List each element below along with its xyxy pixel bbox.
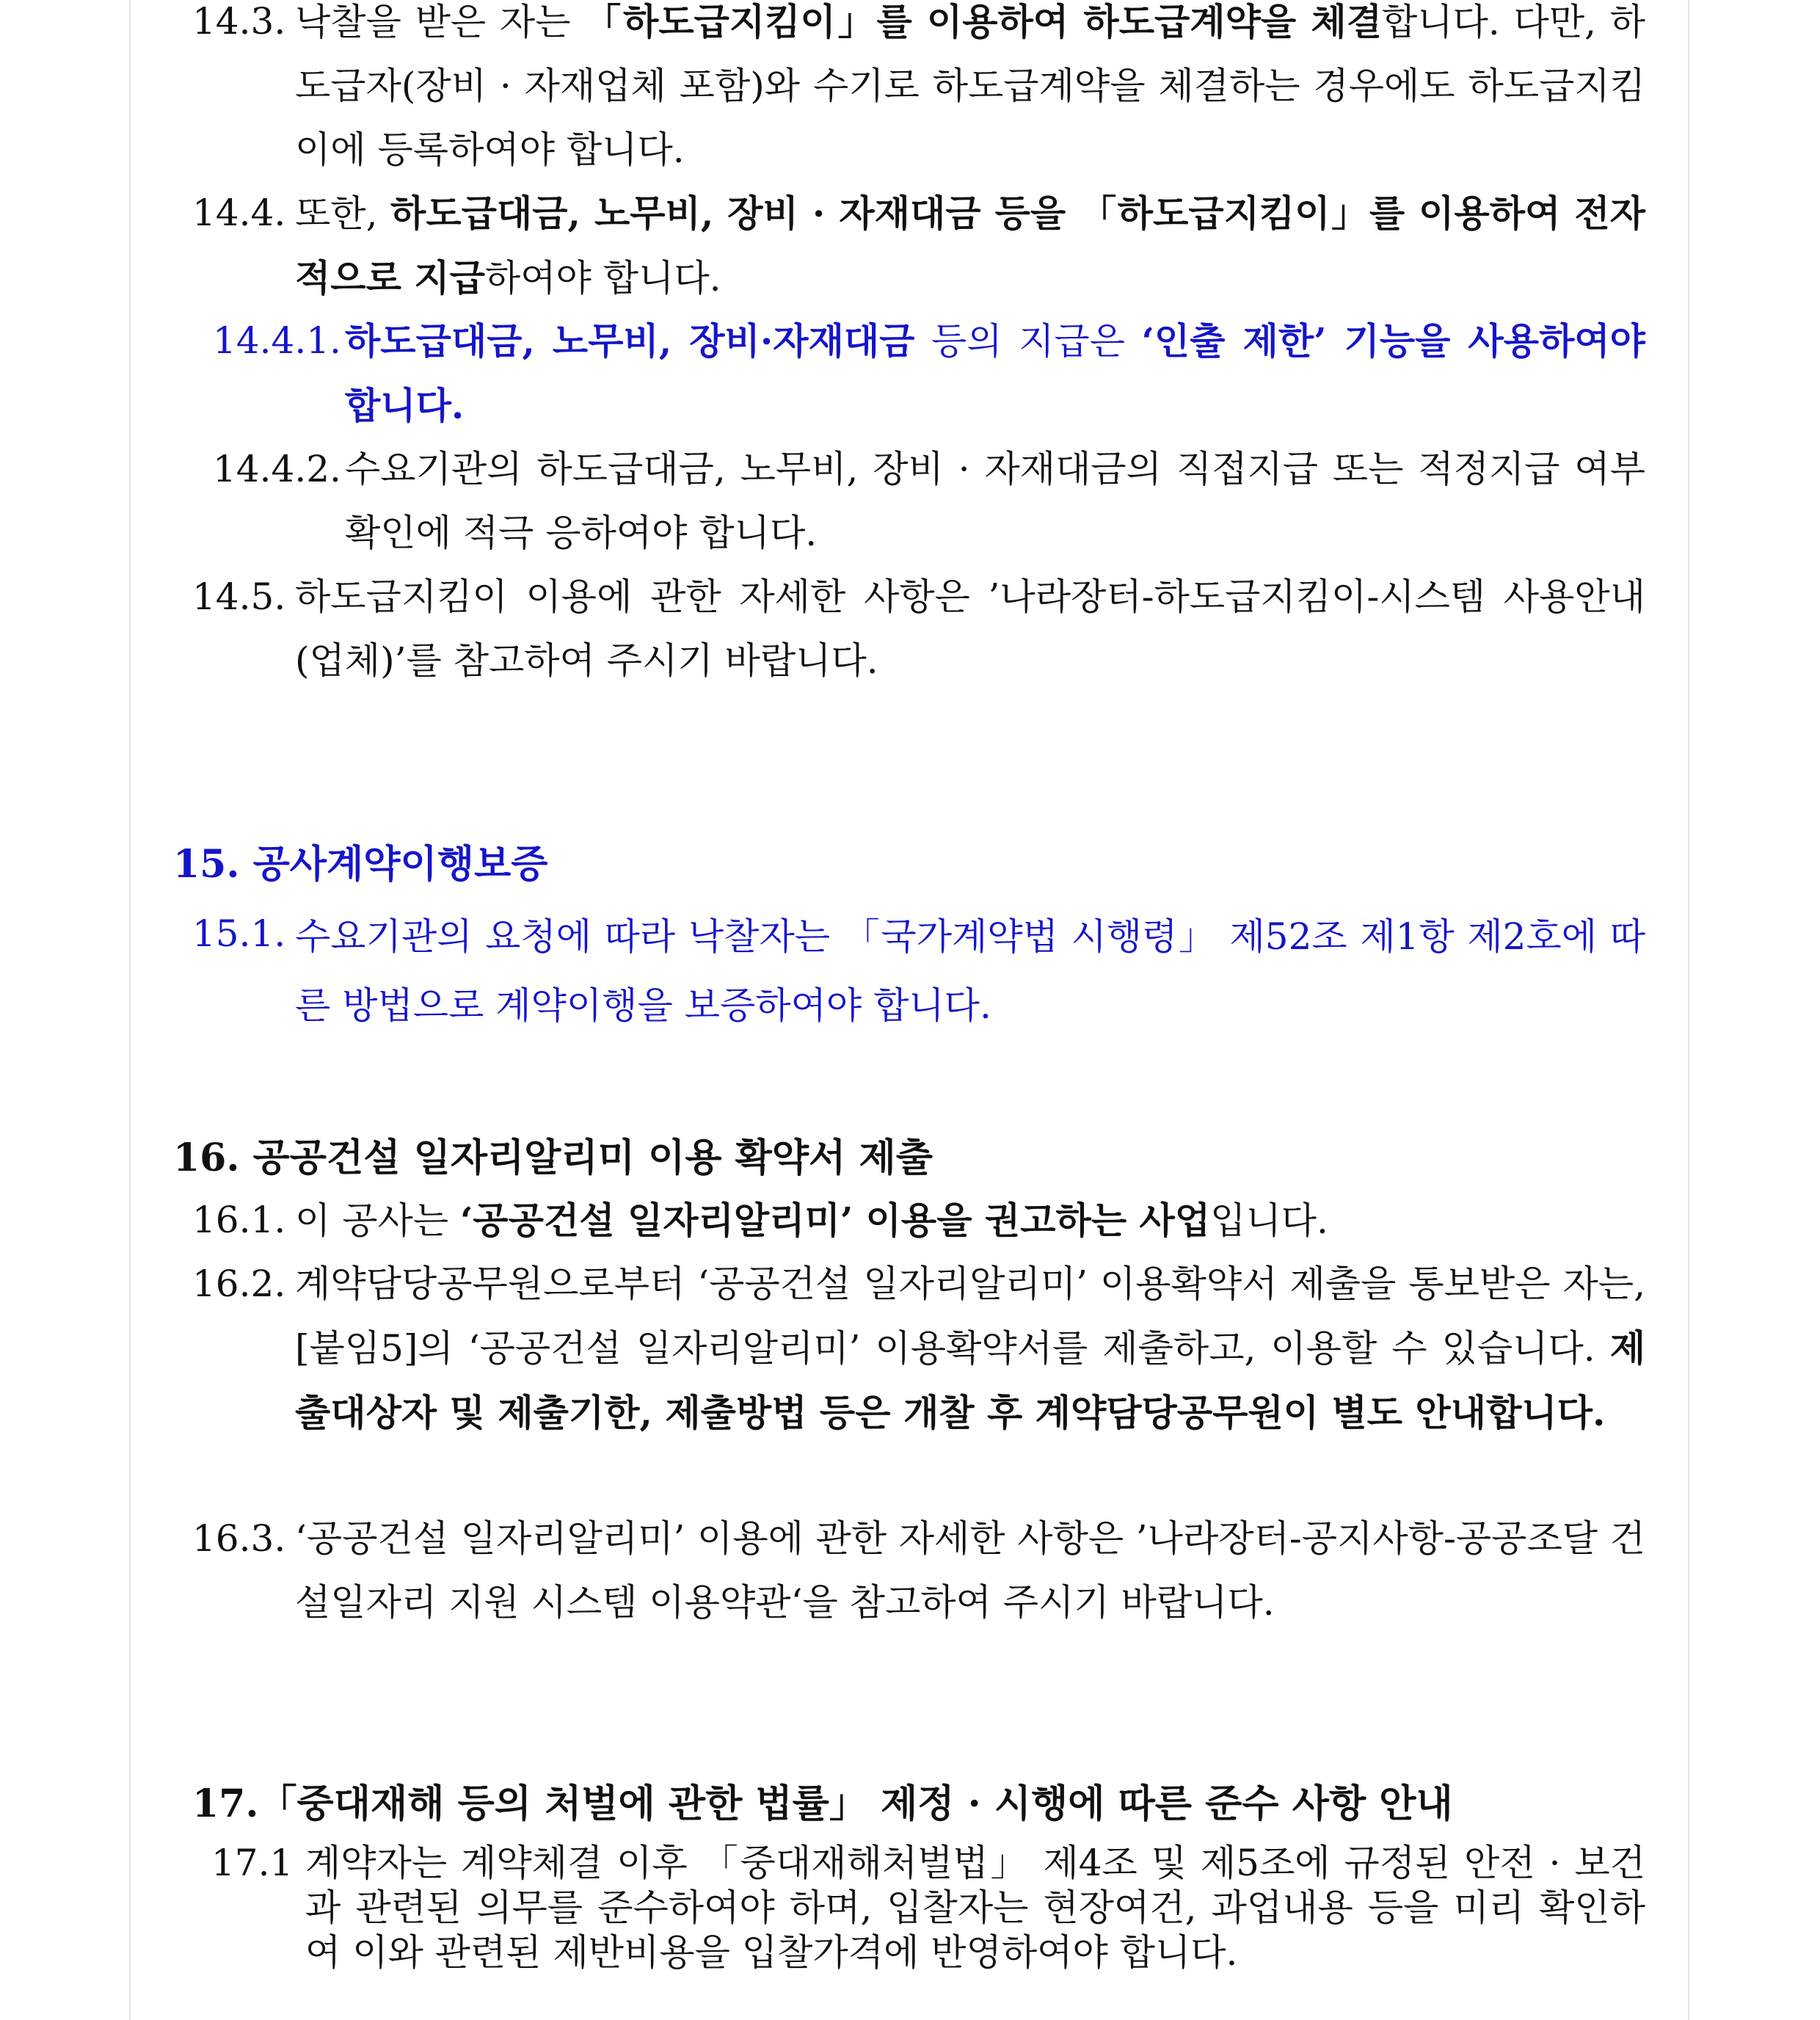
item-number: 17.1 bbox=[211, 1842, 294, 1884]
section-heading-17: 17.「중대재해 등의 처벌에 관한 법률」 제정 · 시행에 따른 준수 사항 안내 bbox=[192, 1781, 1453, 1826]
item-number: 14.3. bbox=[192, 0, 286, 43]
clause-14-5: 하도급지킴이 이용에 관한 자세한 사항은 ’나라장터-하도급지킴이-시스템 사용안내(업체)’를 참고하여 주시기 바랍니다. bbox=[295, 575, 1645, 682]
section-heading-15: 15. 공사계약이행보증 bbox=[173, 842, 548, 887]
clause-16-3: ‘공공건설 일자리알리미’ 이용에 관한 자세한 사항은 ’나라장터-공지사항-공공조달 건설일자리 지원 시스템 이용약관‘을 참고하여 주시기 바랍니다. bbox=[295, 1517, 1645, 1624]
clause-14-3: 낙찰을 받은 자는 「하도급지킴이」를 이용하여 하도급계약을 체결합니다. 다만, 하도급자(장비 · 자재업체 포함)와 수기로 하도급계약을 체결하는 경우에도 하도급지킴이에 등록하여야 합니다. bbox=[295, 0, 1646, 171]
clause-14-4-1: 하도급대금, 노무비, 장비·자재대금 등의 지급은 ‘인출 제한’ 기능을 사용하여야 합니다. bbox=[345, 319, 1645, 427]
item-number: 14.4.1. bbox=[213, 319, 341, 362]
section-heading-16: 16. 공공건설 일자리알리미 이용 확약서 제출 bbox=[173, 1136, 933, 1180]
clause-14-4: 또한, 하도급대금, 노무비, 장비 · 자재대금 등을 「하도급지킴이」를 이용하여 전자적으로 지급하여야 합니다. bbox=[295, 192, 1645, 299]
item-number: 14.4.2. bbox=[213, 448, 341, 490]
item-number: 16.1. bbox=[192, 1199, 286, 1241]
clause-16-2: 계약담당공무원으로부터 ‘공공건설 일자리알리미’ 이용확약서 제출을 통보받은 자는, [붙임5]의 ‘공공건설 일자리알리미’ 이용확약서를 제출하고, 이용할 수 있습니다. 제출대상자 및 제출기한, 제출방법 등은 개찰 후 계약담당공무원이 별도 안내합니다. bbox=[295, 1262, 1645, 1434]
item-number: 14.5. bbox=[192, 575, 286, 618]
clause-15-1: 수요기관의 요청에 따라 낙찰자는 「국가계약법 시행령」 제52조 제1항 제2호에 따른 방법으로 계약이행을 보증하여야 합니다. bbox=[295, 915, 1645, 1027]
item-number: 16.3. bbox=[192, 1517, 286, 1560]
clause-17-1: 계약자는 계약체결 이후 「중대재해처벌법」 제4조 및 제5조에 규정된 안전 · 보건과 관련된 의무를 준수하여야 하며, 입찰자는 현장여건, 과업내용 등을 미리 확인하여 이와 관련된 제반비용을 입찰가격에 반영하여야 합니다. bbox=[305, 1842, 1645, 1974]
item-number: 15.1. bbox=[192, 912, 286, 955]
clause-16-1: 이 공사는 ‘공공건설 일자리알리미’ 이용을 권고하는 사업입니다. bbox=[295, 1199, 1328, 1242]
clause-14-4-2: 수요기관의 하도급대금, 노무비, 장비 · 자재대금의 직접지급 또는 적정지급 여부 확인에 적극 응하여야 합니다. bbox=[345, 448, 1645, 554]
item-number: 16.2. bbox=[192, 1262, 286, 1305]
item-number: 14.4. bbox=[192, 192, 286, 234]
